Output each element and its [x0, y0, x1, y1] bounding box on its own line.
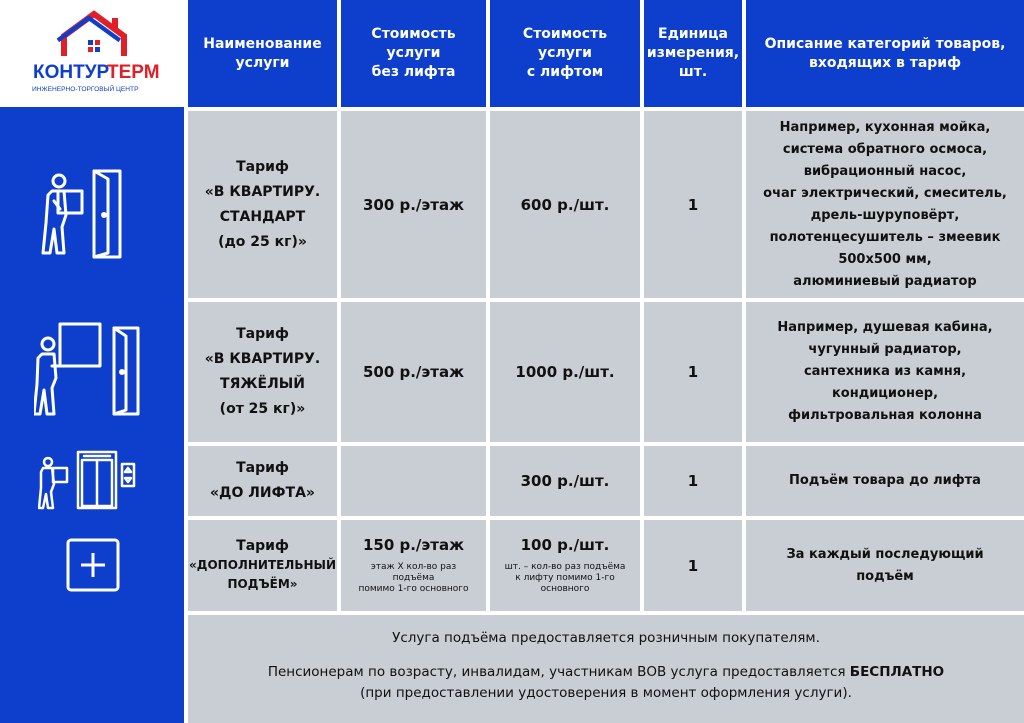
row1-price-with-lift: 600 р./шт. — [490, 111, 640, 298]
plus-square-icon — [66, 538, 120, 592]
brand-name-part1: КОНТУР — [33, 62, 110, 83]
brand-tagline: ИНЖЕНЕРНО-ТОРГОВЫЙ ЦЕНТР — [32, 86, 139, 93]
row4-unit: 1 — [644, 520, 742, 611]
mover-with-elevator-icon — [38, 446, 148, 510]
row4-price-no-lift: 150 р./этаж этаж Х кол-во раз подъёма помимо 1-го основного — [341, 520, 486, 611]
row3-price-no-lift — [341, 446, 486, 516]
header-price-no-lift: Стоимость услуги без лифта — [341, 0, 486, 107]
footer-note — [188, 615, 1024, 723]
header-service-name: Наименование услуги — [188, 0, 337, 107]
footer-line3: (при предоставлении удостоверения в момент оформления услуги). — [360, 685, 852, 701]
row1-unit: 1 — [644, 111, 742, 298]
row2-price-no-lift: 500 р./этаж — [341, 302, 486, 442]
row1-name: Тариф «В КВАРТИРУ. СТАНДАРТ (до 25 кг)» — [188, 111, 337, 298]
header-description: Описание категорий товаров, входящих в тариф — [746, 0, 1024, 107]
row3-unit: 1 — [644, 446, 742, 516]
row1-description: Например, кухонная мойка, система обратного осмоса, вибрационный насос, очаг электрический, смеситель, дрель-шуруповёрт, полотенцесушитель – змеевик 500х500 мм, алюминиевый радиатор — [746, 111, 1024, 298]
row3-description: Подъём товара до лифта — [746, 446, 1024, 516]
row3-price-with-lift: 300 р./шт. — [490, 446, 640, 516]
row3-name: Тариф «ДО ЛИФТА» — [188, 446, 337, 516]
row2-description: Например, душевая кабина, чугунный радиатор, сантехника из камня, кондиционер, фильтровальная колонна — [746, 302, 1024, 442]
row2-price-with-lift: 1000 р./шт. — [490, 302, 640, 442]
row4-name: Тариф «ДОПОЛНИТЕЛЬНЫЙ ПОДЪЁМ» — [188, 520, 337, 611]
row2-name: Тариф «В КВАРТИРУ. ТЯЖЁЛЫЙ (от 25 кг)» — [188, 302, 337, 442]
row4-description: За каждый последующий подъём — [746, 520, 1024, 611]
logo-house-icon — [0, 0, 184, 107]
header-price-with-lift: Стоимость услуги с лифтом — [490, 0, 640, 107]
header-unit: Единица измерения, шт. — [644, 0, 742, 107]
mover-with-box-and-door-icon — [34, 165, 134, 265]
row1-price-no-lift: 300 р./этаж — [341, 111, 486, 298]
row4-price-with-lift: 100 р./шт. шт. – кол-во раз подъёма к лифту помимо 1-го основного — [490, 520, 640, 611]
row2-unit: 1 — [644, 302, 742, 442]
footer-line1: Услуга подъёма предоставляется розничным покупателям. — [392, 630, 820, 646]
logo — [0, 0, 184, 107]
mover-with-large-box-and-door-icon — [34, 322, 144, 422]
footer-line2: Пенсионерам по возрасту, инвалидам, участникам ВОВ услуга предоставляется БЕСПЛАТНО — [267, 664, 945, 680]
brand-name-part2: ТЕРМ — [107, 62, 160, 83]
